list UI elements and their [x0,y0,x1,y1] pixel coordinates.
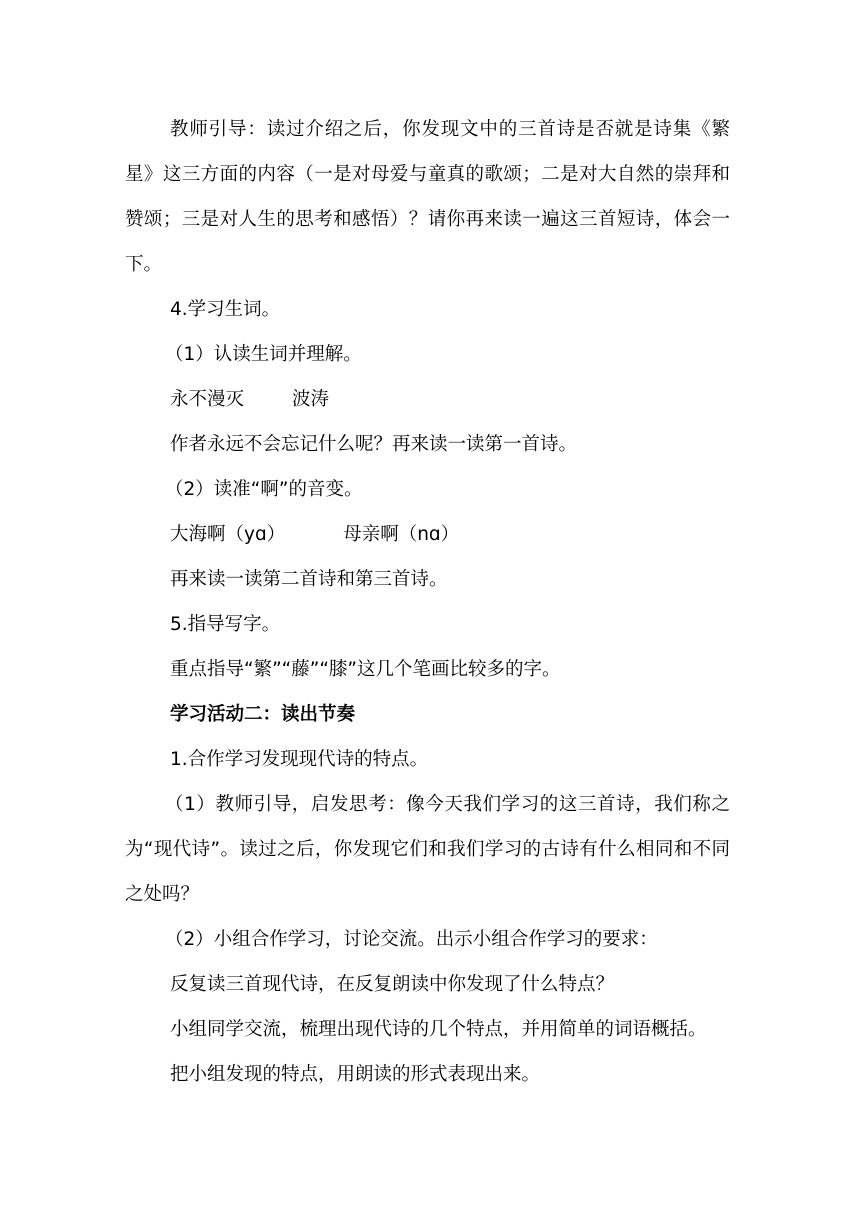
paragraph-question1: 作者永远不会忘记什么呢？再来读一读第一首诗。 [170,434,578,455]
paragraph-sound-change [125,512,735,557]
paragraph-step4-2: （2）读准“啊”的音变。 [165,479,363,500]
sound-example-2: 母亲啊（nɑ） [343,524,460,545]
vocab-word-1: 永不漫灭 [170,389,245,410]
paragraph-step4-1: （1）认读生词并理解。 [165,344,362,365]
paragraph-act2-step1-1: （1）教师引导，启发思考：像今天我们学习的这三首诗，我们称之为“现代诗”。读过之后，你发现它们和我们学习的古诗有什么相同和不同之处吗？ [125,794,730,905]
paragraph-requirement-1: 反复读三首现代诗，在反复朗读中你发现了什么特点？ [170,974,615,995]
vocab-word-2: 波涛 [292,389,330,410]
paragraph-vocab-words [125,377,735,422]
paragraph-requirement-3: 把小组发现的特点，用朗读的形式表现出来。 [170,1064,541,1085]
paragraph-reread: 再来读一读第二首诗和第三首诗。 [170,569,448,590]
paragraph-step5: 5.指导写字。 [170,614,281,635]
document-body [125,107,735,1097]
paragraph-step5-detail: 重点指导“繁”“藤”“膝”这几个笔画比较多的字。 [170,659,561,680]
sound-example-1: 大海啊（yɑ） [170,524,286,545]
paragraph-requirement-2: 小组同学交流，梳理出现代诗的几个特点，并用简单的词语概括。 [170,1019,707,1040]
paragraph-step4: 4.学习生词。 [170,299,281,320]
section-heading-activity2: 学习活动二：读出节奏 [170,704,356,725]
paragraph-act2-step1-2: （2）小组合作学习，讨论交流。出示小组合作学习的要求： [165,929,658,950]
paragraph-act2-step1: 1.合作学习发现现代诗的特点。 [170,749,429,770]
paragraph-intro: 教师引导：读过介绍之后，你发现文中的三首诗是否就是诗集《繁星》这三方面的内容（一是对母爱与童真的歌颂；二是对大自然的崇拜和赞颂；三是对人生的思考和感悟）？请你再来读一遍这三首短诗，体会一下。 [125,119,730,275]
